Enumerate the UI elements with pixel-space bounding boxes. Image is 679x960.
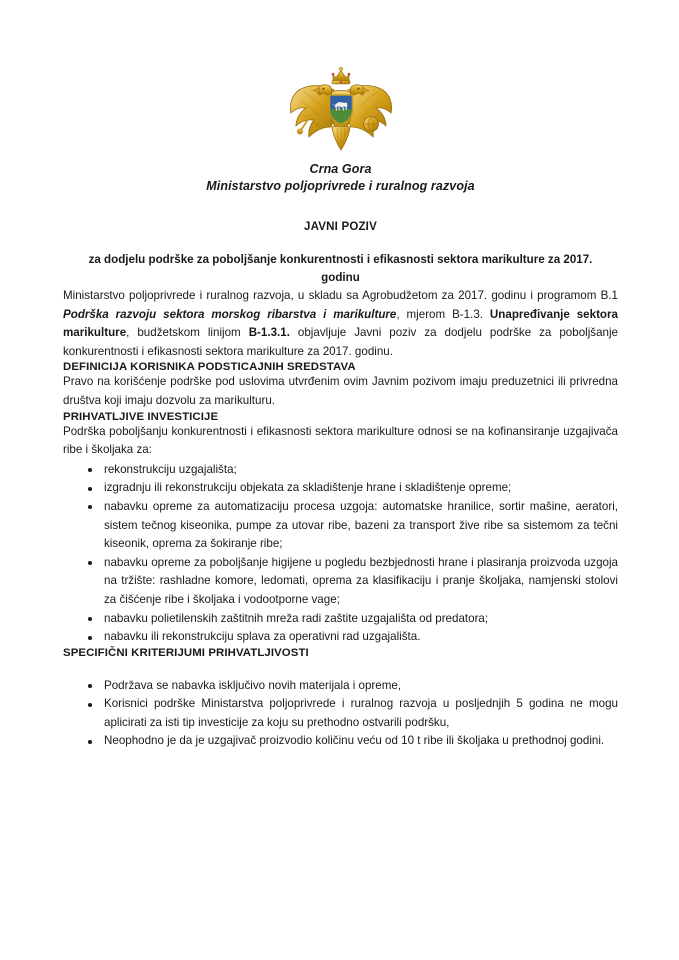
intro-part1: Ministarstvo poljoprivrede i ruralnog razvoja, u skladu sa Agrobudžetom za 2017. godinu i programom B.1 [63,289,618,302]
list-item: nabavku polietilenskih zaštitnih mreža radi zaštite uzgajališta od predatora; [63,610,618,629]
list-item: nabavku opreme za poboljšanje higijene u pogledu bezbjednosti hrane i plasiranja proizvoda uzgoja na tržište: rashladne komore, ledomati, oprema za klasifikaciju i pranje školjaka, namjenski stolovi za čišćenje ribe i školjaka i vodootporne vage; [63,554,618,610]
list-item: rekonstrukciju uzgajališta; [63,461,618,480]
measure-name: Unapređivanje sektora marikulture [63,307,618,340]
section-heading-definition: DEFINICIJA KORISNIKA PODSTICAJNIH SREDSTAVA [63,361,356,374]
definition-paragraph: Pravo na korišćenje podrške pod uslovima utvrđenim ovim Javnim pozivom imaju preduzetnici ili privredna društva koji imaju dozvolu za marikulturu. [63,375,618,407]
investments-list [63,461,618,647]
ministry-name: Ministarstvo poljoprivrede i ruralnog razvoja [206,179,475,193]
montenegro-coat-of-arms-icon [287,64,395,156]
page-title: za dodjelu podrške za poboljšanje konkurentnosti i efikasnosti sektora marikulture za 2017. godinu [88,253,593,284]
emblem-container [63,0,618,156]
list-item: Neophodno je da je uzgajivač proizvodio količinu veću od 10 t ribe ili školjaka u prethodnoj godini. [63,732,618,751]
intro-paragraph [63,287,618,361]
organization-block [63,161,618,195]
intro-part3: , budžetskom linijom [126,326,249,340]
budget-line: B-1.3.1. [248,326,290,340]
program-name: Podrška razvoju sektora morskog ribarstva i marikulture [63,307,397,321]
list-item: nabavku opreme za automatizaciju procesa uzgoja: automatske hranilice, sortir mašine, aeratori, sistem tečnog kiseonika, pumpe za utovar ribe, bazeni za transport žive ribe sa sistemom za tečni kiseonik, oprema za šokiranje ribe; [63,498,618,554]
crown-icon [331,67,350,84]
intro-part4: objavljuje Javni poziv za dodjelu podrške za poboljšanje konkurentnosti i efikasnosti sektora marikulture za 2017. godinu. [63,326,619,358]
list-item: izgradnju ili rekonstrukciju objekata za skladištenje hrane i skladištenje opreme; [63,479,618,498]
country-name: Crna Gora [309,162,372,176]
section-heading-criteria: SPECIFIČNI KRITERIJUMI PRIHVATLJIVOSTI [63,646,309,659]
section-heading-investments: PRIHVATLJIVE INVESTICIJE [63,410,219,423]
list-item: nabavku ili rekonstrukciju splava za operativni rad uzgajališta. [63,628,618,647]
criteria-list [63,677,618,751]
shield-icon [329,95,352,124]
intro-part2: , mjerom B-1.3. [396,307,490,321]
list-item: Podržava se nabavka isključivo novih materijala i opreme, [63,677,618,696]
document-kind: JAVNI POZIV [304,221,377,233]
list-item: Korisnici podrške Ministarstva poljoprivrede i ruralnog razvoja u posljednjih 5 godina ne mogu aplicirati za isti tip investicije za koju su prethodno ostvarili podršku, [63,695,618,732]
investments-paragraph: Podrška poboljšanju konkurentnosti i efikasnosti sektora marikulture odnosi se na kofinansiranje uzgajivača ribe i školjaka za: [63,424,618,457]
